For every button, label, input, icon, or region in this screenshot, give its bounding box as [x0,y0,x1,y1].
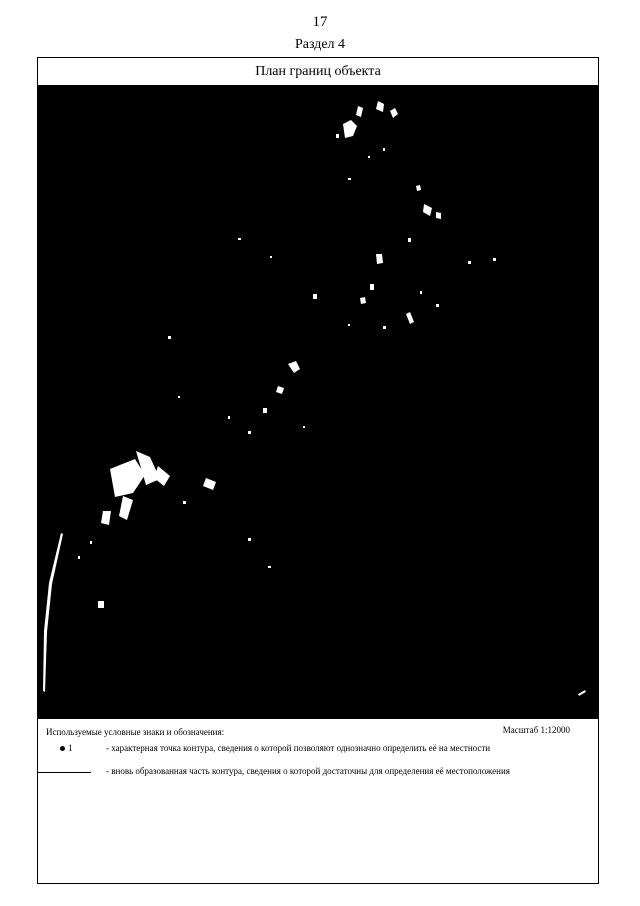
page-number: 17 [312,14,328,30]
frame-title: План границ объекта [38,58,598,86]
point-icon [56,743,94,754]
legend-title: Используемые условные знаки и обозначения: [46,727,225,737]
boundary-plan-frame [37,57,599,884]
line-icon [56,766,94,777]
legend-text-point: - характерная точка контура, сведения о которой позволяют однозначно определить её на местности [106,743,491,753]
scale-label: Масштаб 1:12000 [502,725,570,735]
map-image [38,86,598,719]
legend-text-line: - вновь образованная часть контура, сведения о которой достаточны для определения её местоположения [106,766,510,776]
satellite-map [38,86,598,719]
section-title: Раздел 4 [294,37,346,52]
point-label: 1 [68,743,73,753]
